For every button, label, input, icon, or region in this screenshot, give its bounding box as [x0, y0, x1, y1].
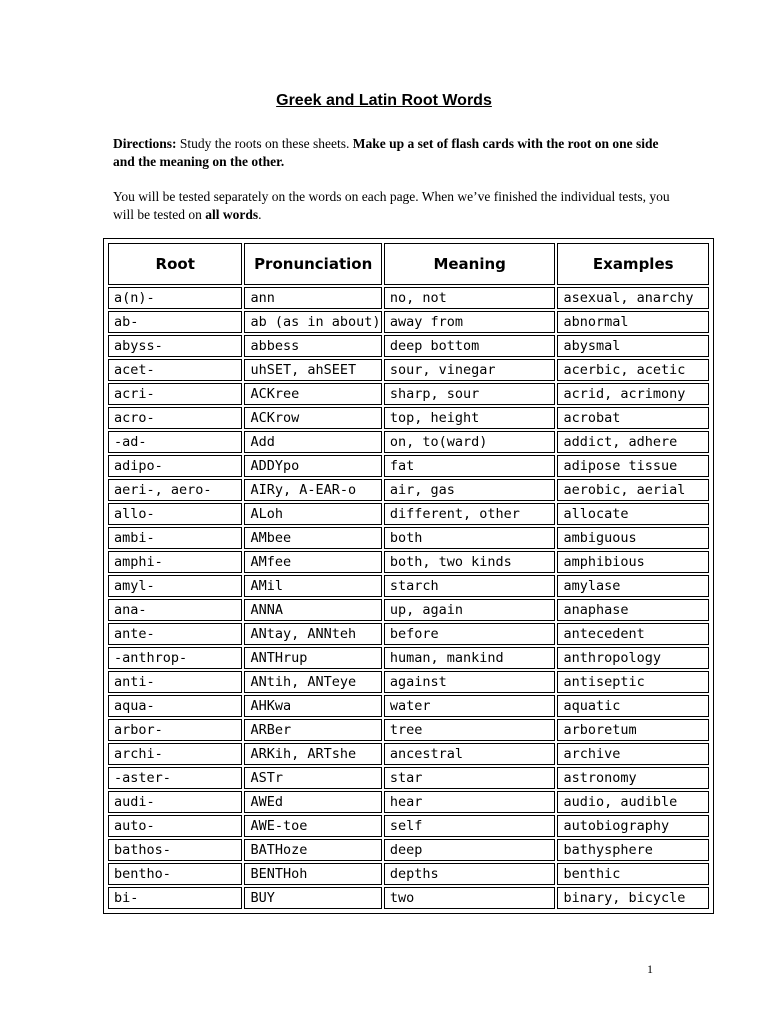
table-row: [108, 311, 709, 333]
root-cell: -aster-: [108, 767, 242, 789]
meaning-cell: star: [384, 767, 556, 789]
meaning-cell: fat: [384, 455, 556, 477]
examples-cell: amylase: [557, 575, 709, 597]
root-cell: acet-: [108, 359, 242, 381]
table-header-row: [108, 243, 709, 285]
examples-cell: asexual, anarchy: [557, 287, 709, 309]
table-body: [108, 287, 709, 909]
table-row: [108, 431, 709, 453]
table-row: [108, 503, 709, 525]
pronunciation-cell: AHKwa: [244, 695, 381, 717]
root-words-table: [106, 241, 711, 911]
meaning-cell: on, to(ward): [384, 431, 556, 453]
examples-cell: benthic: [557, 863, 709, 885]
directions-paragraph: [113, 135, 673, 171]
pronunciation-cell: BATHoze: [244, 839, 381, 861]
directions-text: Study the roots on these sheets.: [176, 136, 353, 151]
pronunciation-cell: AWEd: [244, 791, 381, 813]
meaning-cell: self: [384, 815, 556, 837]
table-row: [108, 455, 709, 477]
meaning-cell: before: [384, 623, 556, 645]
pronunciation-cell: ALoh: [244, 503, 381, 525]
header-pronunciation: Pronunciation: [244, 243, 381, 285]
pronunciation-cell: ANTHrup: [244, 647, 381, 669]
table-row: [108, 887, 709, 909]
meaning-cell: against: [384, 671, 556, 693]
table-row: [108, 551, 709, 573]
meaning-cell: deep bottom: [384, 335, 556, 357]
meaning-cell: depths: [384, 863, 556, 885]
root-cell: a(n)-: [108, 287, 242, 309]
examples-cell: abnormal: [557, 311, 709, 333]
pronunciation-cell: ANtay, ANNteh: [244, 623, 381, 645]
meaning-cell: away from: [384, 311, 556, 333]
root-cell: -anthrop-: [108, 647, 242, 669]
root-cell: acri-: [108, 383, 242, 405]
table-row: [108, 383, 709, 405]
table-row: [108, 839, 709, 861]
table-row: [108, 719, 709, 741]
pronunciation-cell: uhSET, ahSEET: [244, 359, 381, 381]
test-info-paragraph: [113, 188, 673, 224]
examples-cell: ambiguous: [557, 527, 709, 549]
table-row: [108, 527, 709, 549]
pronunciation-cell: ARBer: [244, 719, 381, 741]
meaning-cell: ancestral: [384, 743, 556, 765]
root-cell: arbor-: [108, 719, 242, 741]
examples-cell: acerbic, acetic: [557, 359, 709, 381]
pronunciation-cell: ann: [244, 287, 381, 309]
meaning-cell: sharp, sour: [384, 383, 556, 405]
pronunciation-cell: abbess: [244, 335, 381, 357]
root-cell: aqua-: [108, 695, 242, 717]
table-row: [108, 863, 709, 885]
table-row: [108, 407, 709, 429]
pronunciation-cell: ab (as in about): [244, 311, 381, 333]
table-row: [108, 479, 709, 501]
directions-label: Directions:: [113, 136, 177, 151]
examples-cell: acrid, acrimony: [557, 383, 709, 405]
pronunciation-cell: ACKree: [244, 383, 381, 405]
test-info-bold-text: all words: [205, 207, 259, 222]
root-cell: adipo-: [108, 455, 242, 477]
examples-cell: autobiography: [557, 815, 709, 837]
meaning-cell: both, two kinds: [384, 551, 556, 573]
examples-cell: allocate: [557, 503, 709, 525]
pronunciation-cell: AMfee: [244, 551, 381, 573]
header-root: Root: [108, 243, 242, 285]
examples-cell: acrobat: [557, 407, 709, 429]
header-examples: Examples: [557, 243, 709, 285]
examples-cell: audio, audible: [557, 791, 709, 813]
examples-cell: anthropology: [557, 647, 709, 669]
root-cell: aeri-, aero-: [108, 479, 242, 501]
meaning-cell: two: [384, 887, 556, 909]
root-cell: audi-: [108, 791, 242, 813]
meaning-cell: water: [384, 695, 556, 717]
meaning-cell: starch: [384, 575, 556, 597]
pronunciation-cell: AMil: [244, 575, 381, 597]
examples-cell: abysmal: [557, 335, 709, 357]
table-row: [108, 671, 709, 693]
examples-cell: aquatic: [557, 695, 709, 717]
table-row: [108, 335, 709, 357]
table-row: [108, 743, 709, 765]
page-number: 1: [647, 962, 653, 976]
root-cell: abyss-: [108, 335, 242, 357]
root-cell: ante-: [108, 623, 242, 645]
meaning-cell: air, gas: [384, 479, 556, 501]
examples-cell: astronomy: [557, 767, 709, 789]
root-cell: acro-: [108, 407, 242, 429]
meaning-cell: different, other: [384, 503, 556, 525]
root-cell: bathos-: [108, 839, 242, 861]
examples-cell: adipose tissue: [557, 455, 709, 477]
examples-cell: binary, bicycle: [557, 887, 709, 909]
table-row: [108, 575, 709, 597]
pronunciation-cell: AWE-toe: [244, 815, 381, 837]
root-cell: ab-: [108, 311, 242, 333]
pronunciation-cell: Add: [244, 431, 381, 453]
root-cell: bi-: [108, 887, 242, 909]
table-row: [108, 815, 709, 837]
root-cell: ana-: [108, 599, 242, 621]
test-info-text: You will be tested separately on the words on each page. When we’ve finished the individual tests, you will be tested on: [113, 189, 670, 222]
pronunciation-cell: BUY: [244, 887, 381, 909]
pronunciation-cell: ARKih, ARTshe: [244, 743, 381, 765]
header-meaning: Meaning: [384, 243, 556, 285]
root-cell: bentho-: [108, 863, 242, 885]
root-cell: ambi-: [108, 527, 242, 549]
examples-cell: anaphase: [557, 599, 709, 621]
pronunciation-cell: AIRy, A-EAR-o: [244, 479, 381, 501]
root-cell: allo-: [108, 503, 242, 525]
root-cell: auto-: [108, 815, 242, 837]
pronunciation-cell: ASTr: [244, 767, 381, 789]
meaning-cell: no, not: [384, 287, 556, 309]
meaning-cell: human, mankind: [384, 647, 556, 669]
meaning-cell: hear: [384, 791, 556, 813]
table-row: [108, 623, 709, 645]
examples-cell: amphibious: [557, 551, 709, 573]
table-row: [108, 695, 709, 717]
examples-cell: bathysphere: [557, 839, 709, 861]
table-row: [108, 647, 709, 669]
table-row: [108, 599, 709, 621]
pronunciation-cell: ANNA: [244, 599, 381, 621]
meaning-cell: both: [384, 527, 556, 549]
meaning-cell: top, height: [384, 407, 556, 429]
root-cell: anti-: [108, 671, 242, 693]
root-cell: archi-: [108, 743, 242, 765]
pronunciation-cell: BENTHoh: [244, 863, 381, 885]
examples-cell: archive: [557, 743, 709, 765]
table-row: [108, 359, 709, 381]
root-words-table-frame: [103, 238, 714, 914]
test-info-end: .: [258, 207, 262, 222]
meaning-cell: tree: [384, 719, 556, 741]
examples-cell: arboretum: [557, 719, 709, 741]
examples-cell: antecedent: [557, 623, 709, 645]
examples-cell: addict, adhere: [557, 431, 709, 453]
root-cell: -ad-: [108, 431, 242, 453]
pronunciation-cell: ACKrow: [244, 407, 381, 429]
meaning-cell: sour, vinegar: [384, 359, 556, 381]
root-cell: amphi-: [108, 551, 242, 573]
root-cell: amyl-: [108, 575, 242, 597]
examples-cell: aerobic, aerial: [557, 479, 709, 501]
pronunciation-cell: ANtih, ANTeye: [244, 671, 381, 693]
meaning-cell: deep: [384, 839, 556, 861]
table-row: [108, 791, 709, 813]
pronunciation-cell: ADDYpo: [244, 455, 381, 477]
table-row: [108, 767, 709, 789]
examples-cell: antiseptic: [557, 671, 709, 693]
page-title: Greek and Latin Root Words: [276, 92, 492, 109]
directions-bold-text: Make up a set of flash cards with the root on one side and the meaning on the other.: [113, 136, 659, 169]
table-row: [108, 287, 709, 309]
meaning-cell: up, again: [384, 599, 556, 621]
pronunciation-cell: AMbee: [244, 527, 381, 549]
